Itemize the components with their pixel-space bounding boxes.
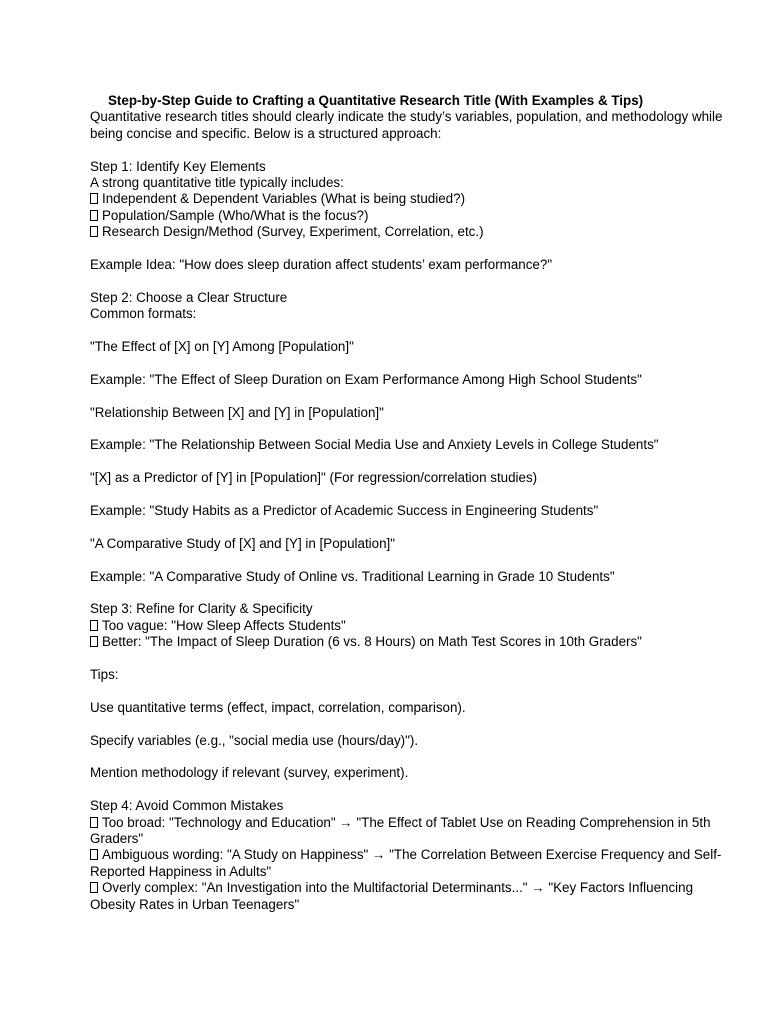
checkbox-glyph-icon	[90, 226, 98, 237]
format-example: Example: "The Relationship Between Social Media Use and Anxiety Levels in College Students"	[90, 437, 659, 453]
list-item: Too vague: "How Sleep Affects Students"	[90, 618, 730, 634]
checkbox-glyph-icon	[90, 620, 98, 631]
tips-heading: Tips:	[90, 667, 119, 683]
list-item: Ambiguous wording: "A Study on Happiness" → "The Correlation Between Exercise Frequency and Self-Reported Happiness in Adults"	[90, 847, 722, 879]
checkbox-glyph-icon	[90, 636, 98, 647]
checkbox-glyph-icon	[90, 882, 98, 893]
step4-heading: Step 4: Avoid Common Mistakes	[90, 798, 284, 814]
format-example: Example: "Study Habits as a Predictor of Academic Success in Engineering Students"	[90, 503, 599, 519]
format-example: Example: "A Comparative Study of Online vs. Traditional Learning in Grade 10 Students"	[90, 568, 615, 584]
format-line: "A Comparative Study of [X] and [Y] in [Population]"	[90, 535, 396, 551]
checkbox-glyph-icon	[90, 817, 98, 828]
list-item: Better: "The Impact of Sleep Duration (6 vs. 8 Hours) on Math Test Scores in 10th Graders"	[90, 634, 730, 650]
format-line: "Relationship Between [X] and [Y] in [Population]"	[90, 404, 384, 420]
step3-heading: Step 3: Refine for Clarity & Specificity	[90, 601, 313, 617]
step1-lead: A strong quantitative title typically includes:	[90, 175, 344, 191]
list-item: Population/Sample (Who/What is the focus?)	[90, 208, 730, 224]
list-item: Independent & Dependent Variables (What is being studied?)	[90, 191, 730, 207]
list-item: Overly complex: "An Investigation into the Multifactorial Determinants..." → "Key Factors Influencing Obesity Rates in Urban Teenagers"	[90, 880, 694, 912]
intro-paragraph: Quantitative research titles should clearly indicate the study’s variables, population, and methodology while being concise and specific. Below is a structured approach:	[90, 109, 723, 141]
list-item: Research Design/Method (Survey, Experiment, Correlation, etc.)	[90, 224, 730, 240]
format-line: "The Effect of [X] on [Y] Among [Population]"	[90, 339, 354, 355]
step1-heading: Step 1: Identify Key Elements	[90, 158, 266, 174]
step2-heading: Step 2: Choose a Clear Structure	[90, 289, 288, 305]
checkbox-glyph-icon	[90, 193, 98, 204]
document-page	[90, 93, 730, 913]
step1-example: Example Idea: "How does sleep duration affect students’ exam performance?"	[90, 257, 553, 273]
format-line: "[X] as a Predictor of [Y] in [Population]" (For regression/correlation studies)	[90, 470, 538, 486]
document-title: Step-by-Step Guide to Crafting a Quantitative Research Title (With Examples & Tips)	[108, 93, 644, 108]
tip-item: Specify variables (e.g., "social media use (hours/day)").	[90, 732, 419, 748]
tip-item: Use quantitative terms (effect, impact, correlation, comparison).	[90, 699, 466, 715]
list-item: Too broad: "Technology and Education" → "The Effect of Tablet Use on Reading Comprehension in 5th Graders"	[90, 814, 711, 847]
step2-lead: Common formats:	[90, 306, 197, 322]
format-example: Example: "The Effect of Sleep Duration on Exam Performance Among High School Students"	[90, 371, 642, 387]
checkbox-glyph-icon	[90, 210, 98, 221]
tip-item: Mention methodology if relevant (survey, experiment).	[90, 765, 409, 781]
checkbox-glyph-icon	[90, 849, 98, 860]
